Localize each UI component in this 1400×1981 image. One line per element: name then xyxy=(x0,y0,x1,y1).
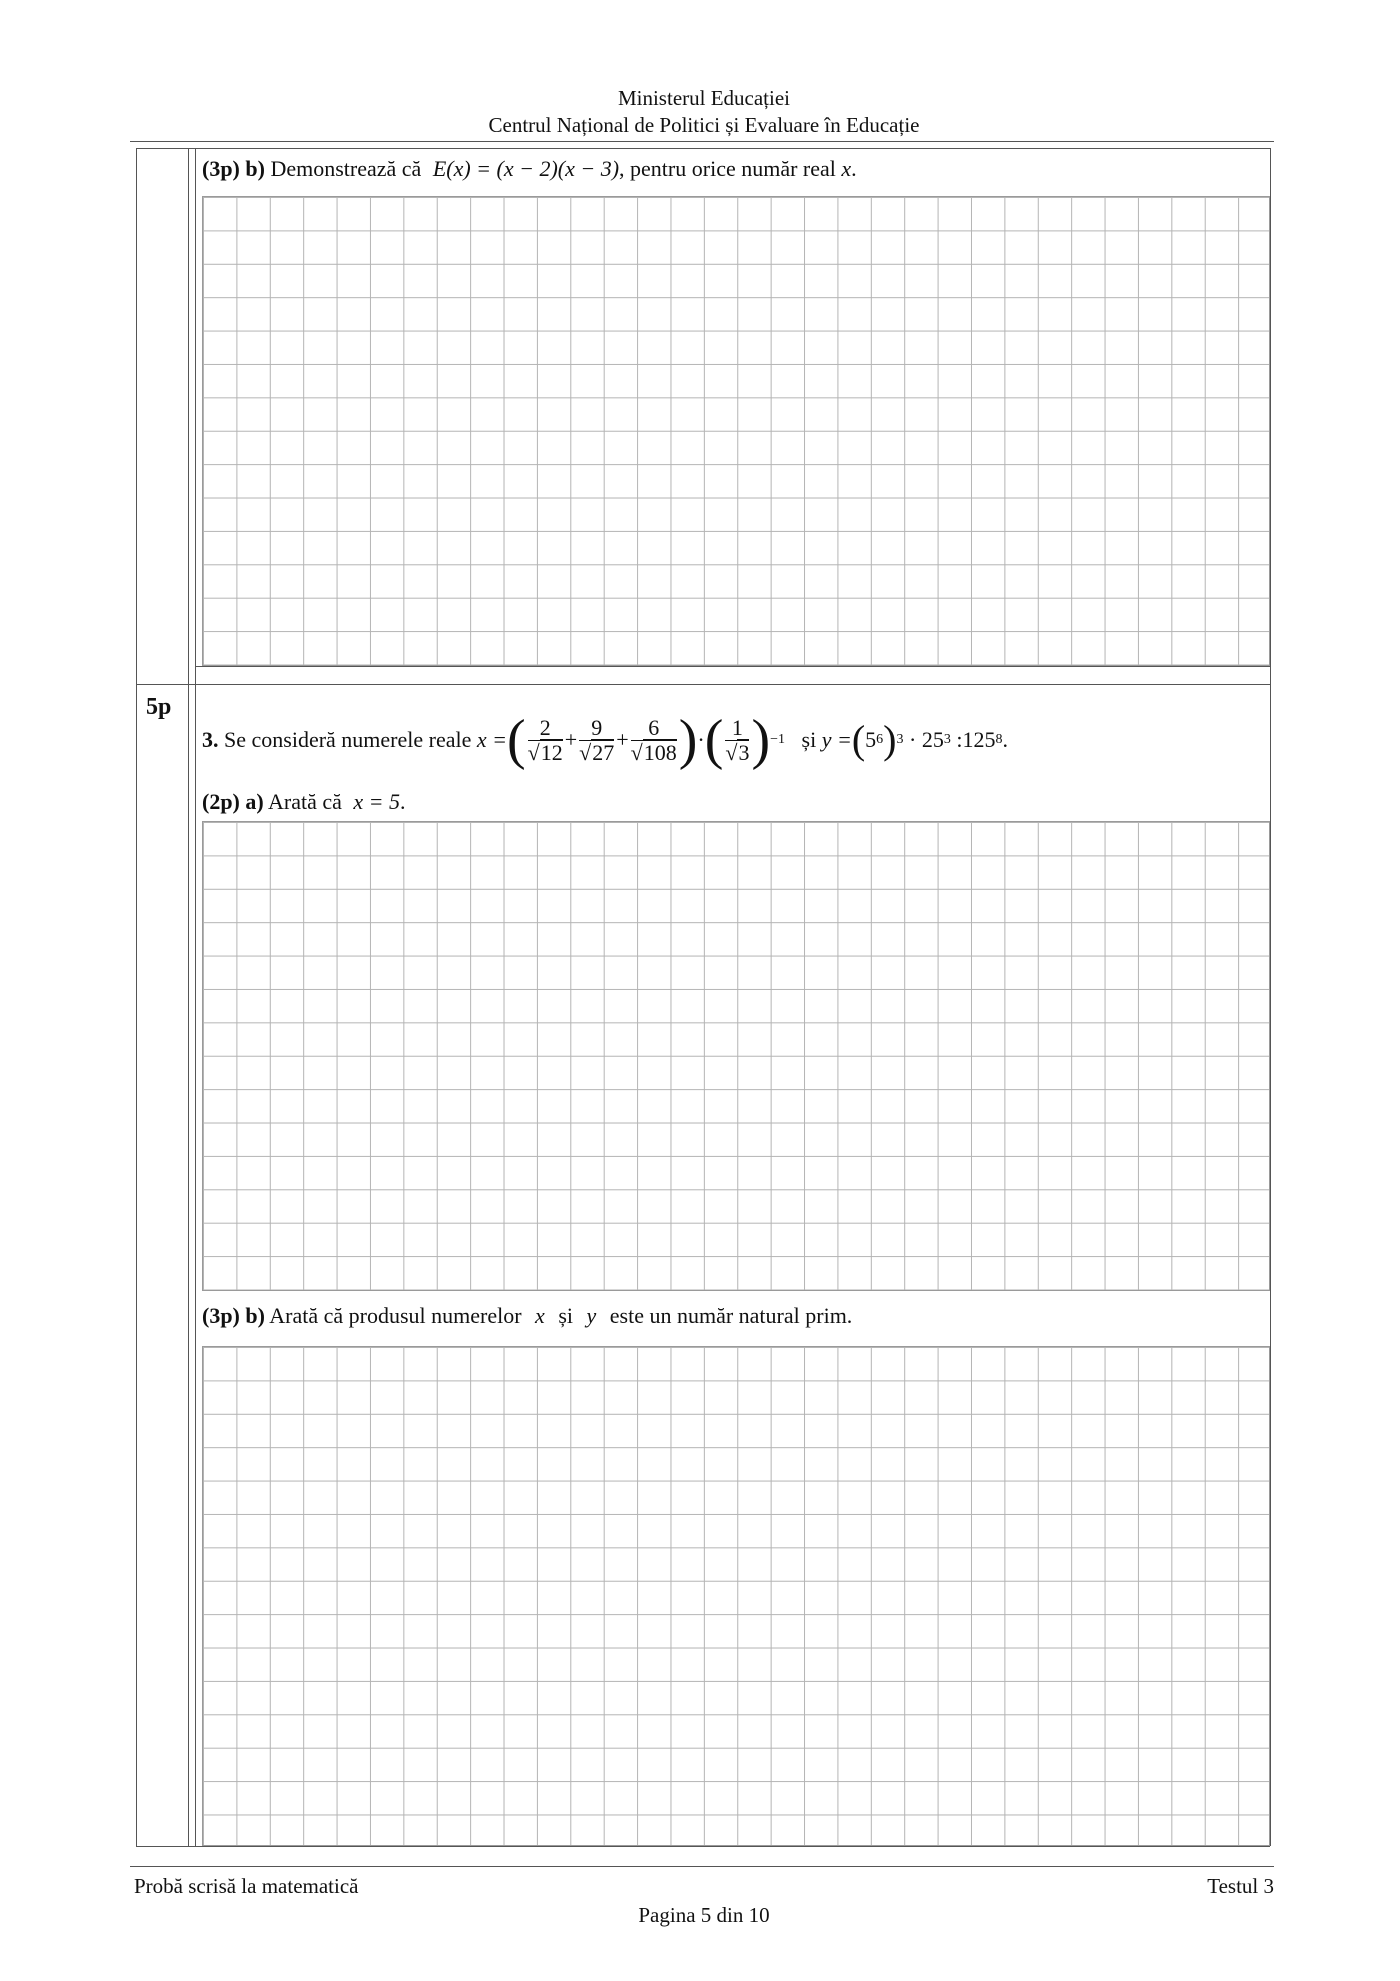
fraction-3-den: 108 xyxy=(643,739,677,765)
variable: x xyxy=(841,156,852,181)
points-column-divider xyxy=(188,148,189,1846)
conjunction: și xyxy=(801,727,817,752)
question-3-statement: 3. Se consideră numerele reale x = ( $\frac{2}{√12}$ + $\frac{9}{√27}$ + $\frac{6}{√108}$ ) · ( $\frac{1}{√3}$ ) −1 și y = ( 5 6 ) 3 · 25 3 : 125 8 . xyxy=(202,709,1008,771)
header-center: Centrul Național de Politici și Evaluare în Educație xyxy=(488,113,920,137)
paren-close: ) xyxy=(678,709,698,771)
fraction-2 xyxy=(579,716,614,765)
equation: E(x) = (x − 2)(x − 3) xyxy=(432,156,620,181)
equation: x = 5 xyxy=(353,789,401,814)
paren-close-2: ) xyxy=(751,709,771,771)
table-right-border xyxy=(1270,148,1271,1846)
page-number: Pagina 5 din 10 xyxy=(638,1903,770,1927)
question-text-2: este un număr natural prim. xyxy=(609,1303,853,1328)
y-base-1: 5 xyxy=(865,727,877,752)
variable-x: x xyxy=(535,1303,545,1328)
header-ministry: Ministerul Educației xyxy=(617,86,791,110)
points-label: (3p) xyxy=(202,156,240,181)
fraction-4-num: 1 xyxy=(725,716,749,741)
sqrt-icon: √ xyxy=(527,739,540,765)
table-top-border xyxy=(136,148,1270,149)
table-bottom-border xyxy=(136,1846,1270,1847)
subpoint-letter: b) xyxy=(245,1303,265,1328)
subpoint-letter: b) xyxy=(245,156,265,181)
points-label: (2p) xyxy=(202,789,240,814)
question-text-after: , pentru orice număr real xyxy=(619,156,836,181)
answer-grid-3a[interactable] xyxy=(202,821,1270,1291)
answer-grid-2b[interactable] xyxy=(202,196,1270,666)
footer-right: Testul 3 xyxy=(1207,1874,1274,1898)
question-3a xyxy=(202,788,406,816)
question-text: Demonstrează că xyxy=(270,156,422,181)
inner-left-divider xyxy=(195,148,196,1846)
y-base-2: 25 xyxy=(921,727,944,752)
header-rule xyxy=(130,141,1274,142)
fraction-2-den: 27 xyxy=(592,739,615,765)
period: . xyxy=(851,156,857,181)
sqrt-icon: √ xyxy=(630,739,643,765)
fraction-1-den: 12 xyxy=(540,739,563,765)
conjunction: și xyxy=(558,1303,573,1328)
fraction-1 xyxy=(528,716,563,765)
footer-left: Probă scrisă la matematică xyxy=(134,1874,359,1898)
fraction-3-num: 6 xyxy=(631,716,677,741)
question-text: Arată că xyxy=(268,789,342,814)
fraction-1-num: 2 xyxy=(528,716,563,741)
row-divider-inner xyxy=(195,666,1270,667)
fraction-4 xyxy=(725,716,749,765)
paren-open: ( xyxy=(507,709,526,771)
question-2b xyxy=(202,155,857,183)
sqrt-icon: √ xyxy=(579,739,592,765)
footer-rule xyxy=(130,1866,1274,1867)
question-text: Arată că produsul numerelor xyxy=(269,1303,522,1328)
fraction-3 xyxy=(631,716,677,765)
points-label: (3p) xyxy=(202,1303,240,1328)
question-number: 3. xyxy=(202,727,219,752)
table-left-border xyxy=(136,148,137,1846)
question-3b xyxy=(202,1302,852,1330)
statement-text: Se consideră numerele reale xyxy=(224,727,472,752)
y-paren-open: ( xyxy=(851,717,866,762)
y-paren-close: ) xyxy=(883,717,897,762)
y-base-3: 125 xyxy=(962,727,996,752)
points-5p: 5p xyxy=(146,694,172,720)
sqrt-icon: √ xyxy=(725,739,738,765)
fraction-4-den: 3 xyxy=(738,739,750,765)
subpoint-letter: a) xyxy=(245,789,264,814)
paren-open-2: ( xyxy=(704,709,724,771)
y-lhs: y = xyxy=(821,727,852,752)
variable-y: y xyxy=(586,1303,597,1328)
x-lhs: x = xyxy=(476,727,507,752)
fraction-2-num: 9 xyxy=(579,716,614,741)
period: . xyxy=(400,789,406,814)
row-divider xyxy=(136,684,1270,685)
answer-grid-3b[interactable] xyxy=(202,1346,1270,1846)
